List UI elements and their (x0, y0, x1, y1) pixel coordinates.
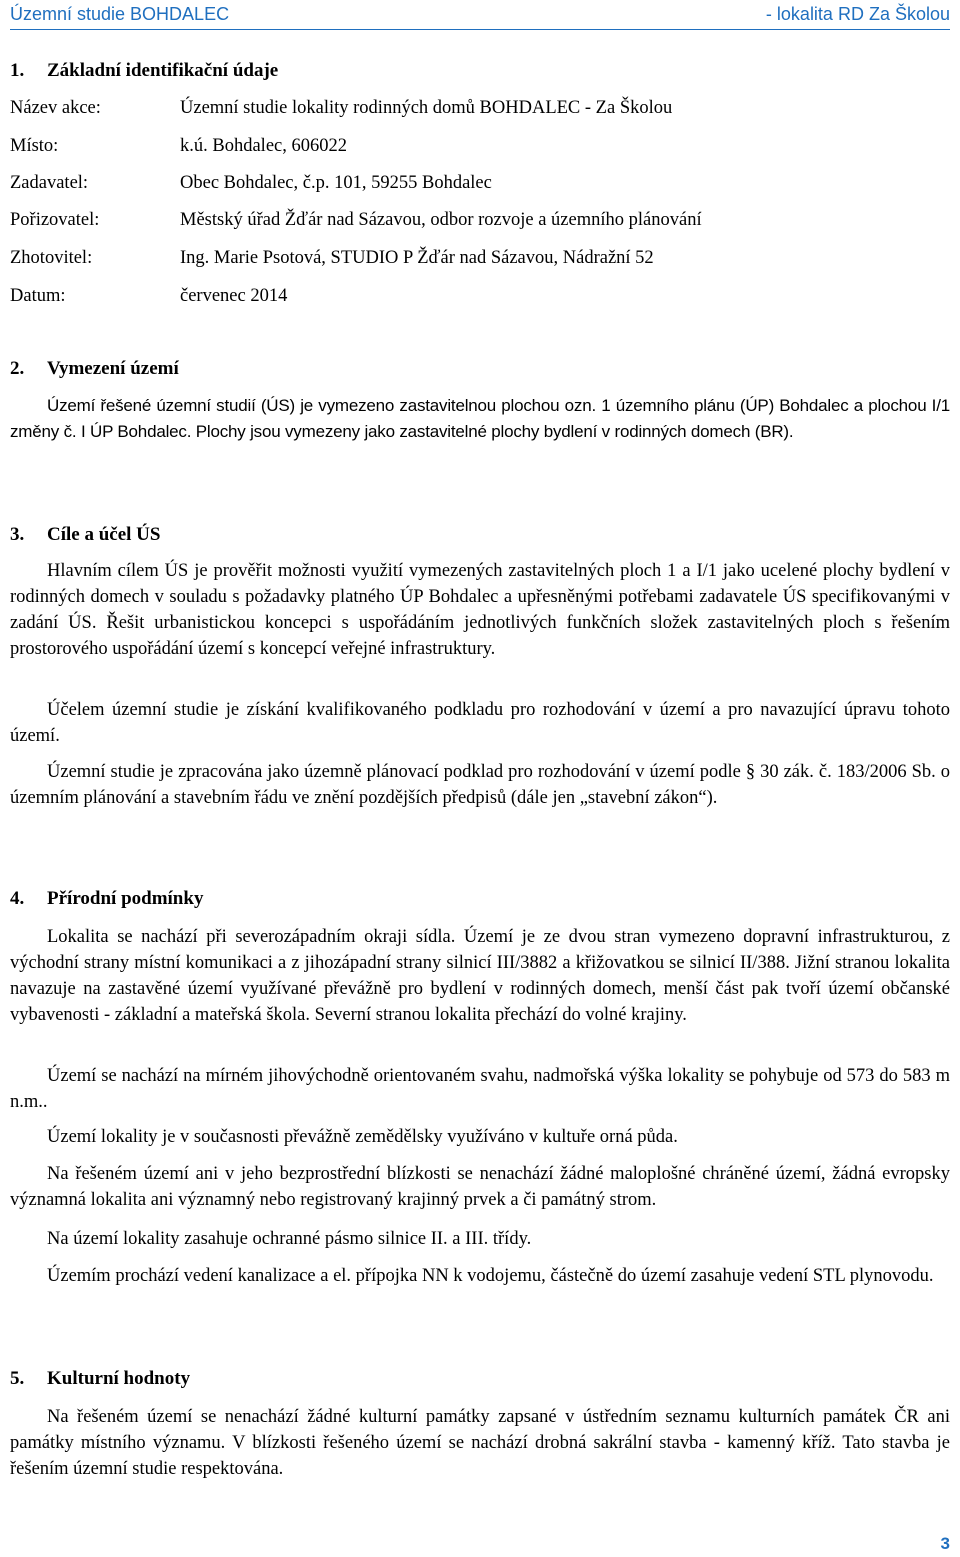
info-label: Zadavatel: (10, 173, 89, 193)
header-divider (10, 29, 950, 30)
section-5-number: 5. (10, 1368, 25, 1389)
header-document-title: Územní studie BOHDALEC (10, 4, 230, 24)
section-2-heading (10, 356, 179, 382)
page-header (10, 0, 950, 31)
section-4-heading (10, 886, 203, 912)
section-3-number: 3. (10, 524, 25, 545)
section-4-paragraph-6: Územím prochází vedení kanalizace a el. přípojka NN k vodojemu, částečně do území zasahuje vedení STL plynovodu. (47, 1266, 934, 1286)
section-5-paragraph-1: Na řešeném území se nenachází žádné kulturní památky zapsané v ústředním seznamu kulturních památek ČR ani památky místního významu. V blízkosti řešeného území se nachází drobná sakrální stavba - kamenný kříž. Tato stavba je řešením územní studie respektována. (10, 1407, 950, 1479)
section-5-heading (10, 1366, 190, 1392)
section-2-paragraph: Území řešené územní studií (ÚS) je vymezeno zastavitelnou plochou ozn. 1 územního plánu (ÚP) Bohdalec a plochou I/1 změny č. I ÚP Bohdalec. Plochy jsou vymezeny jako zastavitelné plochy bydlení v rodinných domech (BR). (10, 396, 950, 441)
info-value: Obec Bohdalec, č.p. 101, 59255 Bohdalec (180, 173, 492, 193)
section-3-paragraph-2: Účelem územní studie je získání kvalifikovaného podkladu pro rozhodování v území a pro navazující úpravu tohoto území. (10, 700, 950, 746)
info-value: červenec 2014 (180, 286, 288, 306)
section-5-title: Kulturní hodnoty (47, 1368, 191, 1389)
section-1-number: 1. (10, 60, 25, 81)
header-locality: - lokalita RD Za Školou (765, 4, 950, 24)
info-label: Datum: (10, 286, 66, 306)
section-1-title: Základní identifikační údaje (47, 60, 279, 81)
section-4-title: Přírodní podmínky (47, 888, 204, 909)
info-value: Ing. Marie Psotová, STUDIO P Žďár nad Sázavou, Nádražní 52 (180, 248, 654, 268)
section-3-title: Cíle a účel ÚS (47, 524, 161, 545)
info-label: Místo: (10, 136, 59, 156)
section-4-paragraph-5: Na území lokality zasahuje ochranné pásmo silnice II. a III. třídy. (47, 1229, 532, 1249)
info-row-datum (10, 283, 950, 309)
section-4-paragraph-3: Území lokality je v současnosti převážně zemědělsky využíváno v kultuře orná půda. (47, 1127, 678, 1147)
info-value: k.ú. Bohdalec, 606022 (180, 136, 347, 156)
info-row-zadavatel (10, 170, 950, 196)
info-row-zhotovitel (10, 245, 950, 271)
info-label: Název akce: (10, 98, 101, 118)
section-4-paragraph-2: Území se nachází na mírném jihovýchodně orientovaném svahu, nadmořská výška lokality se pohybuje od 573 do 583 m n.m.. (10, 1066, 950, 1112)
section-2-title: Vymezení území (47, 358, 179, 379)
info-label: Zhotovitel: (10, 248, 93, 268)
page-number: 3 (940, 1534, 950, 1553)
section-4-number: 4. (10, 888, 25, 909)
section-3-paragraph-3: Územní studie je zpracována jako územně plánovací podklad pro rozhodování v území podle § 30 zák. č. 183/2006 Sb. o územním plánování a stavebním řádu ve znění pozdějších předpisů (dále jen „stavební zákon“). (10, 762, 950, 808)
info-row-misto (10, 133, 950, 159)
info-row-nazev (10, 95, 950, 121)
section-4-paragraph-1: Lokalita se nachází při severozápadním okraji sídla. Území je ze dvou stran vymezeno dopravní infrastrukturou, z východní strany místní komunikaci a z jihozápadní strany silnicí III/3882 a křižovatkou se silnicí II/388. Jižní stranou lokalita navazuje na zastavěné území využívané převážně pro bydlení v rodinných domech, menší část pak tvoří území občanské vybavenosti - základní a mateřská škola. Severní stranou lokalita přechází do volné krajiny. (10, 927, 950, 1025)
section-3-paragraph-1: Hlavním cílem ÚS je prověřit možnosti využití vymezených zastavitelných ploch 1 a I/1 jako ucelené plochy bydlení v rodinných domech v souladu s požadavky platného ÚP Bohdalec a upřesněnými potřebami zadavatele ÚS specifikovanými v zadání ÚS. Řešit urbanistickou koncepci s uspořádáním jednotlivých funkčních složek zastavitelných ploch s řešením prostorového uspořádání území s koncepcí veřejné infrastruktury. (10, 561, 950, 659)
section-4-paragraph-4: Na řešeném území ani v jeho bezprostřední blízkosti se nenachází žádné maloplošné chráněné území, žádná evropsky významná lokalita ani významný nebo registrovaný krajinný prvek a či památný strom. (10, 1164, 950, 1210)
section-3-heading (10, 522, 160, 548)
info-value: Územní studie lokality rodinných domů BOHDALEC - Za Školou (180, 98, 673, 118)
info-row-porizovatel (10, 207, 950, 233)
section-1-heading (10, 58, 278, 84)
info-value: Městský úřad Žďár nad Sázavou, odbor rozvoje a územního plánování (180, 210, 702, 230)
info-label: Pořizovatel: (10, 210, 100, 230)
section-2-number: 2. (10, 358, 25, 379)
